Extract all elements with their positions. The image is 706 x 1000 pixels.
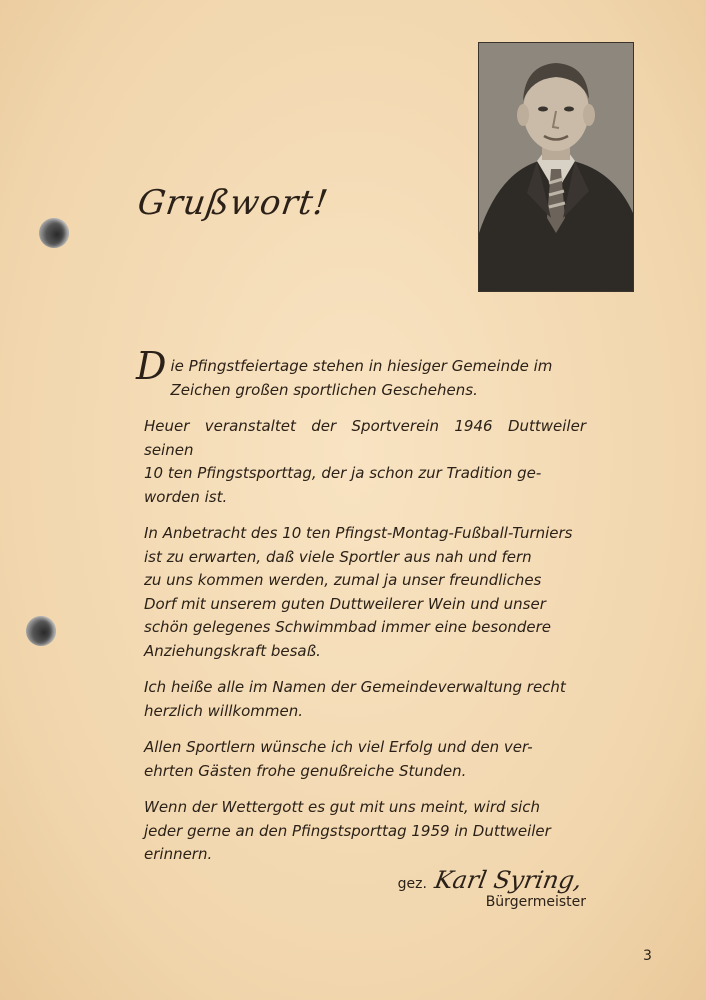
text-line: erinnern. (144, 845, 213, 863)
portrait-photo (479, 43, 633, 291)
text-line: Allen Sportlern wünsche ich viel Erfolg und den ver- (144, 738, 533, 756)
greeting-text (136, 344, 586, 880)
paragraph (144, 676, 586, 723)
page-title: Grußwort! (135, 183, 331, 223)
paragraph (144, 796, 586, 867)
signature-name: Karl Syring, (432, 866, 585, 894)
paragraph (144, 415, 586, 509)
text-line: ist zu erwarten, daß viele Sportler aus nah und fern (144, 547, 532, 566)
text-line: 10 ten Pfingstsporttag, der ja schon zur Tradition ge- (144, 464, 542, 482)
drop-cap: D (136, 344, 167, 388)
signature-prefix: gez. (397, 876, 427, 892)
paragraph (136, 344, 586, 402)
text-line: Dorf mit unserem guten Duttweilerer Wein und unser (144, 594, 546, 613)
paragraph (144, 522, 586, 663)
text-line: schön gelegenes Schwimmbad immer eine besondere (144, 618, 552, 636)
punch-hole (39, 218, 69, 248)
paragraph (144, 736, 586, 783)
text-line: jeder gerne an den Pfingstsporttag 1959 in Duttweiler (144, 821, 551, 840)
text-line: Zeichen großen sportlichen Geschehens. (170, 380, 478, 399)
text-line: Anziehungskraft besaß. (144, 641, 321, 660)
page-number: 3 (643, 948, 652, 964)
text-line: herzlich willkommen. (144, 701, 303, 720)
text-line: In Anbetracht des 10 ten Pfingst-Montag-Fußball-Turniers (144, 524, 573, 542)
text-line: ehrten Gästen frohe genußreiche Stunden. (144, 761, 467, 780)
text-line: Wenn der Wettergott es gut mit uns meint, wird sich (144, 798, 541, 816)
text-line: ie Pfingstfeiertage stehen in hiesiger Gemeinde im (170, 357, 553, 375)
portrait-icon (479, 43, 633, 291)
text-line: Heuer veranstaltet der Sportverein 1946 Duttweiler seinen (144, 417, 586, 459)
signature-role: Bürgermeister (485, 894, 586, 910)
text-line: zu uns kommen werden, zumal ja unser freundliches (144, 571, 542, 589)
text-line: Ich heiße alle im Namen der Gemeindeverwaltung recht (144, 678, 566, 696)
text-line: worden ist. (144, 487, 228, 506)
signature (296, 866, 586, 910)
punch-hole (26, 616, 56, 646)
